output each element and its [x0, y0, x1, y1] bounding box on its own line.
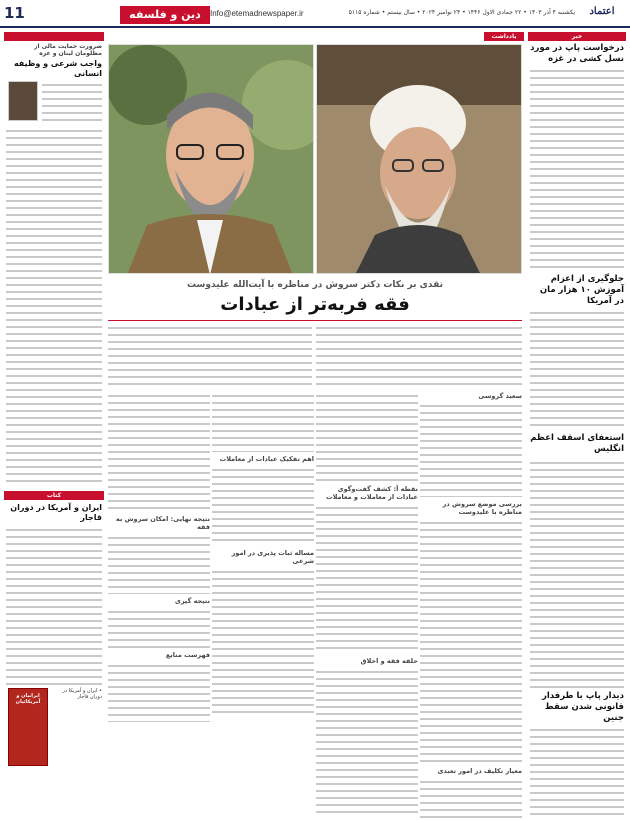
subhead: مساله ثبات پذیری در امور شرعی: [231, 549, 314, 565]
story-body: [530, 309, 624, 429]
story-title: دیدار پاپ با طرفدار قانونی شدن سقط جنین: [541, 691, 624, 723]
author-photo: [8, 81, 38, 121]
lead-left: [108, 324, 312, 386]
soroush-photo-icon: [108, 45, 313, 274]
note-tag-bar: [312, 32, 524, 41]
author-name: سعید گروسی: [478, 392, 522, 400]
portrait-cleric: [316, 44, 522, 274]
news-column: [528, 32, 626, 816]
email-link[interactable]: Info@etemadnewspaper.ir: [210, 9, 304, 18]
story-title: استعفای اسقف اعظم انگلیس: [530, 433, 624, 454]
article-kicker: نقدی بر نکات دکتر سروش در مناظره با آیت‌الله علیدوست: [187, 280, 443, 290]
body-col-3: [212, 392, 314, 812]
story-body: [530, 67, 624, 272]
story-title: جلوگیری از اعزام آموزش ۱۰ هزار مان در آمریکا: [539, 274, 624, 306]
story-body: [530, 459, 624, 689]
subhead: حلقه فقه و اخلاق: [360, 657, 418, 665]
story-title: واجب شرعی و وظیفه انسانی: [13, 59, 102, 78]
subhead: نتیجه نهایی: امکان سروش به فقه: [115, 515, 210, 531]
story-title: درخواست پاپ در مورد نسل کشی در غزه: [530, 43, 624, 64]
book-cover: [8, 688, 48, 766]
divider: [108, 320, 522, 321]
story-title: ایران و آمریکا در دوران قاجار: [10, 503, 102, 522]
article-headline: فقه فربه‌تر از عبادات: [220, 294, 410, 315]
page-number: 11: [4, 4, 25, 22]
book-info: • ایران و آمریکا در دوران قاجار: [62, 688, 102, 700]
subhead: نتیجه گیری: [174, 597, 210, 605]
subhead: فهرست منابع: [165, 651, 210, 659]
portrait-soroush: [108, 44, 314, 274]
subhead: معیار تکلیف در امور تعبدی: [437, 767, 522, 775]
body-col-2: [316, 392, 418, 812]
left-column: [4, 32, 104, 816]
note-tag: یادداشت: [484, 32, 524, 41]
body-col-1: [420, 392, 522, 812]
lead-right: [316, 324, 522, 386]
subhead: اهم تفکیک عبادات از معاملات: [219, 455, 314, 463]
story-kicker: ضرورت حمایت مالی از مظلومان لبنان و غزه: [33, 43, 102, 57]
subhead: نقطه آ: کشف گفت‌وگوی عبادات از معاملات و معاملات: [326, 485, 418, 501]
dateline: یکشنبه ۴ آذر ۱۴۰۳ • ۲۲ جمادی الاول ۱۴۴۶ • ۲۴ نوامبر ۲۰۲۴ • سال بیستم • شماره ۵۱۱۵: [348, 9, 575, 16]
subhead: بررسی موضع سروش در مناظره با علیدوست: [442, 500, 522, 516]
book-cover-title: ایرانیان و آمریکائیان: [15, 693, 41, 705]
news-tag: خبر: [528, 32, 626, 41]
cleric-photo-icon: [316, 45, 521, 274]
story-body: [530, 726, 624, 816]
newspaper-logo: اعتماد: [589, 6, 615, 17]
book-tag: کتاب: [4, 491, 104, 500]
body-col-4: [108, 392, 210, 812]
left-tag: [4, 32, 104, 41]
section-label: دین و فلسفه: [120, 6, 210, 24]
